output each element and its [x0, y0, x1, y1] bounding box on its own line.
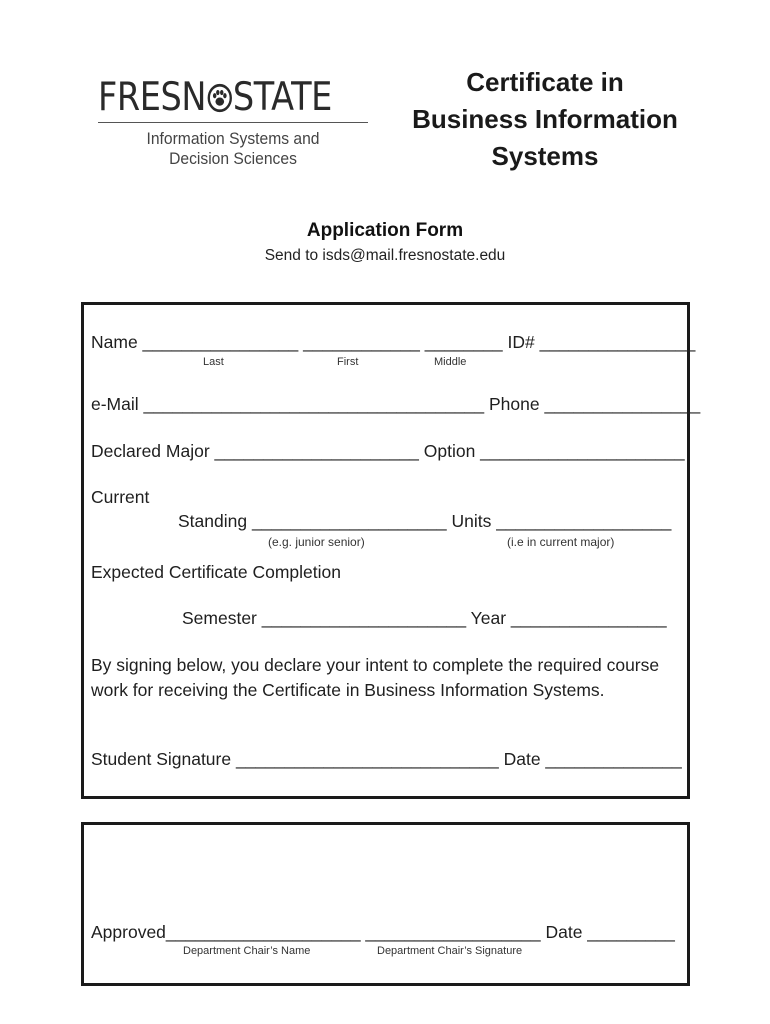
intent-statement-line1: By signing below, you declare your intent to complete the required course — [91, 655, 660, 675]
name-middle-label: Middle — [434, 356, 467, 368]
certificate-title-line3: Systems — [491, 141, 599, 171]
application-form-title: Application Form — [306, 220, 464, 241]
name-field[interactable]: Name ________________ ____________ ________ ID# ________________ — [91, 332, 696, 352]
name-last-label: Last — [203, 356, 224, 368]
student-signature-field[interactable]: Student Signature ___________________________ Date ______________ — [91, 749, 682, 769]
certificate-title-line1: Certificate in — [466, 67, 624, 97]
certificate-title — [395, 64, 695, 175]
logo-word-left: FRESN — [98, 75, 207, 120]
department-name — [109, 129, 357, 169]
current-label: Current — [91, 487, 150, 507]
email-phone-field[interactable]: e-Mail ___________________________________ Phone ________________ — [91, 394, 701, 414]
applicant-info-box — [81, 302, 690, 799]
department-name-line2: Decision Sciences — [169, 149, 297, 168]
approval-field[interactable]: Approved____________________ __________________ Date _________ — [91, 922, 675, 942]
fresno-state-logo — [98, 75, 370, 168]
logo-word-right: STATE — [232, 75, 332, 120]
logo-wordmark — [98, 75, 332, 120]
completion-label: Expected Certificate Completion — [91, 562, 341, 582]
chair-signature-label: Department Chair’s Signature — [377, 945, 523, 957]
paw-print-icon — [207, 82, 232, 114]
send-to-instructions: Send to isds@mail.fresnostate.edu — [264, 247, 506, 264]
standing-units-field[interactable]: Standing ____________________ Units __________________ — [178, 511, 672, 531]
semester-year-field[interactable]: Semester _____________________ Year ________________ — [182, 608, 667, 628]
units-hint: (i.e in current major) — [507, 535, 615, 549]
department-name-line1: Information Systems and — [146, 129, 320, 148]
standing-hint: (e.g. junior senior) — [268, 535, 365, 549]
intent-statement-line2: work for receiving the Certificate in Business Information Systems. — [91, 680, 605, 700]
certificate-title-line2: Business Information — [412, 104, 678, 134]
chair-name-label: Department Chair’s Name — [183, 945, 311, 957]
name-first-label: First — [337, 356, 359, 368]
approval-box — [81, 822, 690, 986]
major-option-field[interactable]: Declared Major _____________________ Option _____________________ — [91, 441, 685, 461]
logo-divider — [98, 122, 368, 123]
